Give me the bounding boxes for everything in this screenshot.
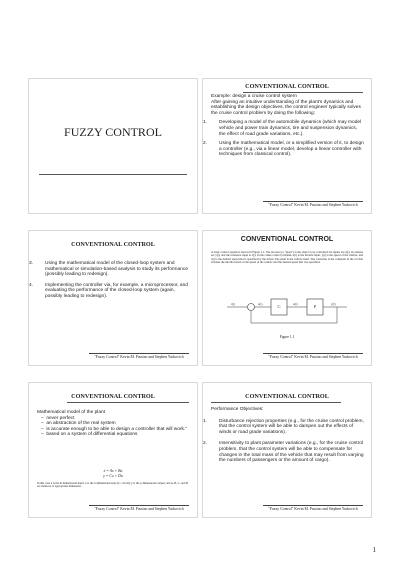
plant-label: P xyxy=(313,304,317,310)
list-item: – never perfect xyxy=(41,415,75,421)
slide-footer: "Fuzzy Control" Kevin M. Passino and Stephen Yurkovich xyxy=(263,201,363,207)
slide-title: CONVENTIONAL CONTROL xyxy=(245,393,329,400)
slide-conventional-control-5 xyxy=(202,382,372,518)
title-divider xyxy=(211,402,341,403)
summing-junction xyxy=(248,304,255,311)
slide-title: CONVENTIONAL CONTROL xyxy=(245,83,329,90)
output-equation: y = Cx + Du xyxy=(103,474,123,478)
intro-text: After gaining an intuitive understanding of the plant's dynamics and establishing the design objectives, the control engineer typically solves the cruise control problem by doing the following: xyxy=(211,99,361,116)
slide-conventional-control-4 xyxy=(28,382,198,518)
slide-title: CONVENTIONAL CONTROL xyxy=(71,241,155,248)
list-item: 4. Implementing the controller via, for example, a microprocessor, and evaluating the performance of the closed-loop system (again, possibly leading to redesign). xyxy=(29,282,188,299)
controller-label: C xyxy=(277,304,281,310)
slide-title: CONVENTIONAL CONTROL xyxy=(240,236,334,243)
list-item: 2. Insensitivity to plant parameter variations (e.g., for the cruise control problem, that the control system will be able to compensate for changes in the total mass of the vehicle that may result from varying the numbers of passengers or the amount of cargo). xyxy=(203,441,364,464)
example-text: Example: design a cruise control system xyxy=(211,94,297,99)
slide-footer: "Fuzzy Control" Kevin M. Passino and Stephen Yurkovich xyxy=(89,505,189,511)
input-label: u(t) xyxy=(293,302,298,306)
error-label: e(t) xyxy=(258,302,263,306)
figure-caption: Figure 1.1 xyxy=(279,335,295,339)
slide-footer: "Fuzzy Control" Kevin M. Passino and Stephen Yurkovich xyxy=(263,505,363,511)
slide-conventional-control-1 xyxy=(202,78,372,214)
reference-label: r(t) xyxy=(231,302,236,306)
list-item: 1. Developing a model of the automobile dynamics (which may model vehicle and power train dynamics, tire and suspension dynamics, the effect of road grade variations, etc.). xyxy=(203,120,362,137)
block-diagram xyxy=(223,295,353,331)
slide-footer: "Fuzzy Control" Kevin M. Passino and Stephen Yurkovich xyxy=(263,353,363,359)
list-item: 2. Using the mathematical model, or a simplified version of it, to design a controller (e.g., via a linear model, develop a linear controller with techniques from classical control). xyxy=(203,141,364,158)
model-heading: Mathematical model of the plant xyxy=(37,410,105,415)
description-paragraph: A basic control system is shown in Figure 1.1. The process (or "plant") is the object to be controlled. Its inputs are u(t), its outputs are y(t), and the reference input is r(t). In the cruise control problem, u(t) is the throttle input, y(t) is the speed of the vehicle, and r(t) is the desired speed that is specified by the driver. The plant is the vehicle itself. The controller is the computer in the car that actuates the throttle based on the speed of the vehicle and the desired speed that was specified. xyxy=(211,250,363,265)
state-equation: ẋ = Ax + Bu xyxy=(103,469,123,473)
list-item: – is accurate enough to be able to design a controller that will work." xyxy=(41,426,187,432)
divider xyxy=(39,174,187,175)
equation-note: In this case u is the m dimensional input; x is the n dimensional state (ẋ = dx/dt); y is the p dimensional output; and A, B, C, and D are matrices of appropriate dimension. xyxy=(37,481,189,489)
list-item: – based on a system of differential equations xyxy=(41,432,138,438)
slide-title: FUZZY CONTROL xyxy=(64,125,162,139)
list-item: – an abstraction of the real system xyxy=(41,421,116,427)
list-item: 3. Using the mathematical model of the closed-loop system and mathematical or simulation-based analysis to study its performance (possibly leading to redesign). xyxy=(29,261,188,278)
output-label: y(t) xyxy=(331,302,336,306)
objectives-heading: Performance Objectives: xyxy=(211,407,264,412)
slide-fuzzy-control-title xyxy=(28,78,198,214)
title-divider xyxy=(243,92,363,93)
list-item: 1. Disturbance rejection properties (e.g., for the cruise control problem, that the control system will be able to dampen out the effects of winds or road grade variations). xyxy=(203,418,364,435)
slide-footer: "Fuzzy Control" Kevin M. Passino and Stephen Yurkovich xyxy=(89,353,189,359)
slide-conventional-control-3 xyxy=(202,230,372,366)
slide-title: CONVENTIONAL CONTROL xyxy=(71,393,155,400)
page-number: 1 xyxy=(372,546,376,554)
slide-conventional-control-2 xyxy=(28,230,198,366)
title-divider xyxy=(67,402,189,403)
